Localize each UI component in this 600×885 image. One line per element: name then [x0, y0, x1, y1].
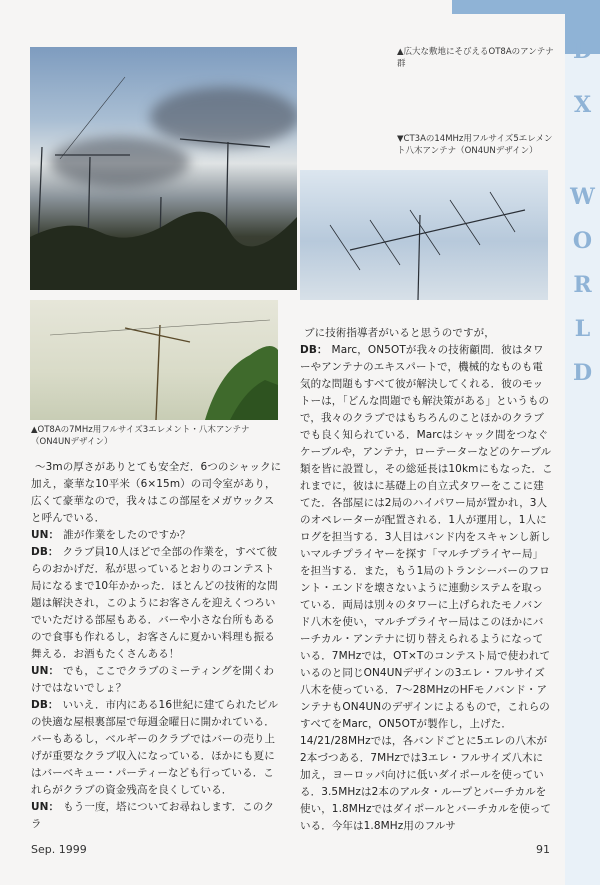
section-title-letter: O	[572, 228, 593, 254]
section-title-letter: D	[572, 38, 593, 64]
antenna-towers-drawing	[30, 47, 297, 290]
speaker-label: DB：	[31, 699, 59, 711]
section-title-letter: D	[572, 360, 593, 386]
speaker-label: UN：	[31, 801, 60, 813]
issue-date: Sep. 1999	[31, 843, 87, 856]
article-paragraph	[31, 527, 284, 544]
article-paragraph	[31, 544, 284, 663]
section-title-letter: W	[570, 184, 595, 210]
paragraph-text: Marc，ON5OTが我々の技術顧問．彼はタワーやアンテナのエキスパートで，機械的なものも電気的な問題もすべて彼が解決してくれる．彼のモットーは，「どんな問題でも解決策がある」というもので，我々のクラブではもちろんのことほかのクラブでも良く知られている．Marcはシャック間をつなぐケーブルや，アンテナ，ローテーターなどのケーブル類を皆に設置し，その総延長は10kmにもなった．これまでに，彼はに基礎上の自立式タワーをここに建てた．各部屋には2局のハイパワー局が置かれ，3人のオペレーターが配置される．1人が運用し，1人にログを担当する．3人目はバンド内をスキャンし新しいマルチプライヤーを探す「マルチプライヤー局」を担当する．また，もう1局のトランシーバーのフロント・エンドを壊さないように連動システムを取っている．両局は別々のタワーに上げられたモノバンド八木を使い，マルチプライヤー局はこのほかにバーチカル・アンテナに切り替えられるようになっている．7MHzでは，OT×Tのコンテスト局で使われているのと同じON4UNデザインの3エレ・フルサイズ八木を使っている．7～28MHzのHFモノバンド・アンテナもON4UNのデザインによるもので，これらのすべてをMarc，ON5OTが製作し，上げた．14/21/28MHzでは，各バンドごとに5エレの八木が2本づつある．7MHzでは3エレ・フルサイズ八木に加え，ヨーロッパ向けに低いダイポールを使っている．3.5MHzは2本のアルタ・ループとバーチカルを使い，1.8MHzではダイポールとバーチカルを使っている．今年は1.8MHz用のフルサ	[300, 344, 553, 832]
paragraph-text: ～3mの厚さがありとても安全だ．6つのシャックに加え，豪華な10平米（6×15m）の司令室があり，広くて豪華なので，我々はこの部屋をメガウックスと呼んでいる．	[31, 461, 282, 524]
photo-caption-ct3a-yagi: ▼CT3Aの14MHz用フルサイズ5エレメント八木アンテナ（ON4UNデザイン）	[397, 134, 553, 156]
photo-antenna-farm	[30, 47, 297, 290]
article-paragraph	[31, 697, 284, 799]
paragraph-text: でも，ここでクラブのミーティングを開くわけではないでしょ？	[31, 665, 275, 694]
photo-caption-ot8a-yagi: ▲OT8Aの7MHz用フルサイズ3エレメント・八木アンテナ（ON4UNデザイン）	[31, 425, 250, 447]
article-paragraph	[31, 663, 284, 697]
section-title-letter: L	[574, 316, 591, 342]
article-paragraph	[300, 325, 553, 342]
yagi-drawing	[300, 170, 548, 300]
speaker-label: UN：	[31, 529, 60, 541]
speaker-label: DB：	[31, 546, 59, 558]
article-column-right	[300, 325, 553, 835]
yagi-7mhz-drawing	[30, 300, 278, 420]
photo-ot8a-7mhz-yagi	[30, 300, 278, 420]
article-paragraph	[300, 342, 553, 835]
article-paragraph	[31, 459, 284, 527]
speaker-label: UN：	[31, 665, 60, 677]
photo-caption-antenna-farm: ▲広大な敷地にそびえるOT8Aのアンテナ群	[397, 47, 554, 69]
page-number: 91	[536, 843, 550, 856]
paragraph-text: もう一度，塔についてお尋ねします．このクラ	[31, 801, 275, 830]
speaker-label: DB：	[300, 344, 328, 356]
article-paragraph	[31, 799, 284, 833]
paragraph-text: ブに技術指導者がいると思うのですが，	[304, 327, 495, 339]
article-column-left	[31, 459, 284, 833]
paragraph-text: 誰が作業をしたのですか？	[63, 529, 191, 541]
section-band-top	[452, 0, 600, 14]
section-band	[565, 0, 600, 885]
section-title-letter: X	[573, 92, 592, 118]
paragraph-text: クラブ員10人ほどで全部の作業を，すべて彼らのおかげだ．私が思っているとおりのコンテスト局になるまで10年かかった．ほとんどの技術的な問題は解決され，このようにお客さんを迎えくつろいでいただける部屋もある．バーや小さな台所もあるので食事も作れるし，お客さんに夏かい料理も振る舞える．お酒もたくさんある！	[31, 546, 278, 660]
section-title-letter: R	[573, 272, 592, 298]
paragraph-text: いいえ．市内にある16世紀に建てられたビルの快適な屋根裏部屋で毎週金曜日に開かれている．バーもあるし，ベルギーのクラブではバーの売り上げが重要なクラブ収入になっている．ほかにも夏にはバーベキュー・パーティーなども行っている．これらがクラブの資金残高を良くしている．	[31, 699, 279, 796]
photo-ct3a-yagi	[300, 170, 548, 300]
